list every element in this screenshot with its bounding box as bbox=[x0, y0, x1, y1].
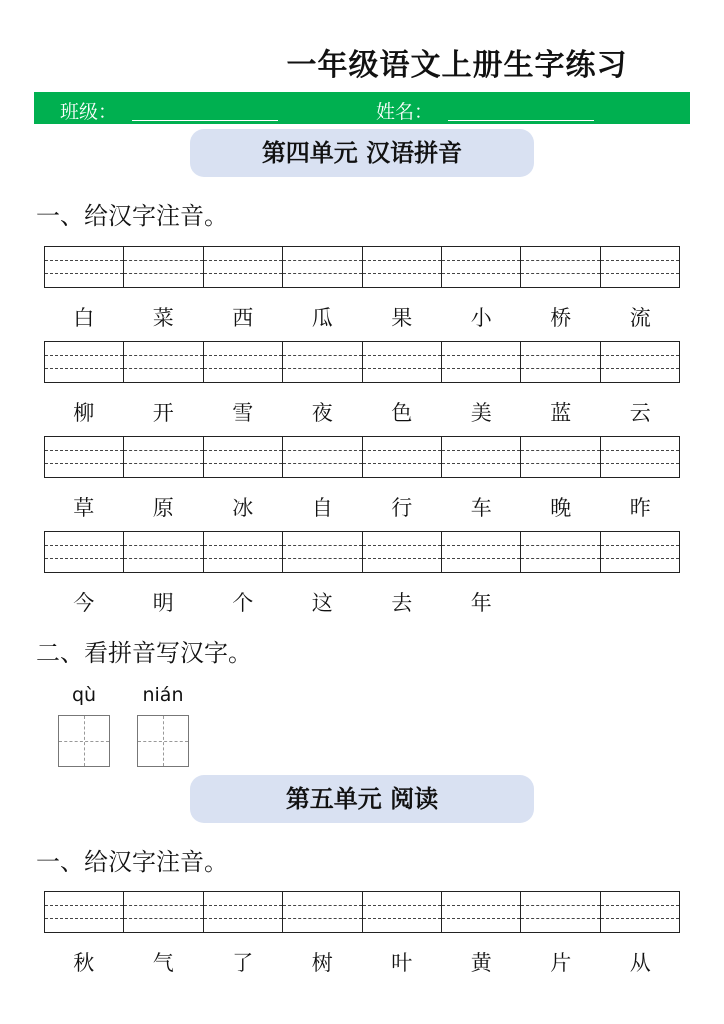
pinyin-cell[interactable] bbox=[45, 247, 124, 287]
pinyin-cell[interactable] bbox=[363, 532, 442, 572]
hanzi-character: 原 bbox=[152, 496, 174, 520]
pinyin-cell[interactable] bbox=[283, 342, 362, 382]
pinyin-cell[interactable] bbox=[45, 437, 124, 477]
pinyin-cell[interactable] bbox=[521, 892, 600, 932]
pinyin-cell[interactable] bbox=[363, 342, 442, 382]
hanzi-character: 这 bbox=[311, 591, 333, 615]
hanzi-character: 晚 bbox=[550, 496, 572, 520]
hanzi-character: 西 bbox=[232, 306, 254, 330]
hanzi-character: 开 bbox=[152, 401, 174, 425]
pinyin-cell[interactable] bbox=[204, 532, 283, 572]
hanzi-character: 雪 bbox=[232, 401, 254, 425]
tianzige-box[interactable] bbox=[58, 715, 110, 767]
hanzi-character: 秋 bbox=[73, 951, 95, 975]
pinyin-writing-grid[interactable] bbox=[44, 891, 680, 933]
unit4-section1-heading: 一、给汉字注音。 bbox=[36, 202, 228, 230]
class-field[interactable] bbox=[132, 120, 278, 121]
hanzi-character: 车 bbox=[470, 496, 492, 520]
hanzi-character: 树 bbox=[311, 951, 333, 975]
hanzi-character: 白 bbox=[73, 306, 95, 330]
pinyin-cell[interactable] bbox=[204, 437, 283, 477]
hanzi-character: 去 bbox=[391, 591, 413, 615]
pinyin-cell[interactable] bbox=[521, 342, 600, 382]
pinyin-cell[interactable] bbox=[204, 342, 283, 382]
pinyin-cell[interactable] bbox=[442, 532, 521, 572]
hanzi-character: 年 bbox=[470, 591, 492, 615]
pinyin-writing-grid[interactable] bbox=[44, 341, 680, 383]
pinyin-cell[interactable] bbox=[204, 892, 283, 932]
pinyin-cell[interactable] bbox=[521, 437, 600, 477]
hanzi-character: 柳 bbox=[73, 401, 95, 425]
hanzi-character: 流 bbox=[629, 306, 651, 330]
pinyin-writing-grid[interactable] bbox=[44, 436, 680, 478]
pinyin-label: qù bbox=[71, 684, 97, 706]
pinyin-cell[interactable] bbox=[45, 892, 124, 932]
hanzi-character: 今 bbox=[73, 591, 95, 615]
hanzi-character: 草 bbox=[73, 496, 95, 520]
hanzi-character: 美 bbox=[470, 401, 492, 425]
pinyin-cell[interactable] bbox=[442, 892, 521, 932]
pinyin-cell[interactable] bbox=[442, 247, 521, 287]
hanzi-character: 云 bbox=[629, 401, 651, 425]
hanzi-character: 瓜 bbox=[311, 306, 333, 330]
hanzi-character: 片 bbox=[550, 951, 572, 975]
character-row bbox=[44, 587, 680, 617]
pinyin-cell[interactable] bbox=[521, 247, 600, 287]
hanzi-character: 自 bbox=[311, 496, 333, 520]
pinyin-cell[interactable] bbox=[442, 342, 521, 382]
pinyin-cell[interactable] bbox=[363, 247, 442, 287]
pinyin-cell[interactable] bbox=[601, 342, 679, 382]
character-row bbox=[44, 302, 680, 332]
unit5-banner: 第五单元 阅读 bbox=[190, 775, 534, 823]
hanzi-character: 蓝 bbox=[550, 401, 572, 425]
pinyin-cell[interactable] bbox=[283, 892, 362, 932]
hanzi-character: 从 bbox=[629, 951, 651, 975]
info-bar bbox=[34, 92, 690, 124]
pinyin-label: nián bbox=[142, 684, 184, 706]
hanzi-character: 菜 bbox=[152, 306, 174, 330]
tianzige-box[interactable] bbox=[137, 715, 189, 767]
hanzi-character: 行 bbox=[391, 496, 413, 520]
pinyin-cell[interactable] bbox=[283, 247, 362, 287]
character-row bbox=[44, 947, 680, 977]
hanzi-character: 冰 bbox=[232, 496, 254, 520]
pinyin-cell[interactable] bbox=[601, 247, 679, 287]
hanzi-character: 气 bbox=[152, 951, 174, 975]
pinyin-writing-grid[interactable] bbox=[44, 531, 680, 573]
hanzi-character: 桥 bbox=[550, 306, 572, 330]
character-row bbox=[44, 397, 680, 427]
pinyin-cell[interactable] bbox=[283, 532, 362, 572]
unit5-section1-heading: 一、给汉字注音。 bbox=[36, 848, 228, 876]
pinyin-cell[interactable] bbox=[363, 437, 442, 477]
hanzi-character: 明 bbox=[152, 591, 174, 615]
pinyin-cell[interactable] bbox=[521, 532, 600, 572]
hanzi-character: 个 bbox=[232, 591, 254, 615]
hanzi-character: 果 bbox=[391, 306, 413, 330]
pinyin-cell[interactable] bbox=[601, 532, 679, 572]
hanzi-character: 叶 bbox=[391, 951, 413, 975]
pinyin-cell[interactable] bbox=[204, 247, 283, 287]
pinyin-cell[interactable] bbox=[442, 437, 521, 477]
hanzi-character: 夜 bbox=[311, 401, 333, 425]
page-title: 一年级语文上册生字练习 bbox=[286, 48, 628, 83]
pinyin-cell[interactable] bbox=[601, 437, 679, 477]
pinyin-cell[interactable] bbox=[124, 532, 203, 572]
hanzi-character: 昨 bbox=[629, 496, 651, 520]
character-row bbox=[44, 492, 680, 522]
pinyin-cell[interactable] bbox=[124, 247, 203, 287]
hanzi-character: 小 bbox=[470, 306, 492, 330]
class-label: 班级： bbox=[60, 101, 118, 123]
pinyin-cell[interactable] bbox=[363, 892, 442, 932]
unit4-section2-heading: 二、看拼音写汉字。 bbox=[36, 639, 252, 667]
hanzi-character: 黄 bbox=[470, 951, 492, 975]
name-label: 姓名： bbox=[376, 101, 434, 123]
pinyin-cell[interactable] bbox=[45, 342, 124, 382]
pinyin-cell[interactable] bbox=[601, 892, 679, 932]
pinyin-writing-grid[interactable] bbox=[44, 246, 680, 288]
name-field[interactable] bbox=[448, 120, 594, 121]
pinyin-cell[interactable] bbox=[124, 342, 203, 382]
pinyin-cell[interactable] bbox=[124, 892, 203, 932]
pinyin-cell[interactable] bbox=[45, 532, 124, 572]
pinyin-cell[interactable] bbox=[283, 437, 362, 477]
hanzi-character: 了 bbox=[232, 951, 254, 975]
unit4-banner: 第四单元 汉语拼音 bbox=[190, 129, 534, 177]
pinyin-cell[interactable] bbox=[124, 437, 203, 477]
hanzi-character: 色 bbox=[391, 401, 413, 425]
